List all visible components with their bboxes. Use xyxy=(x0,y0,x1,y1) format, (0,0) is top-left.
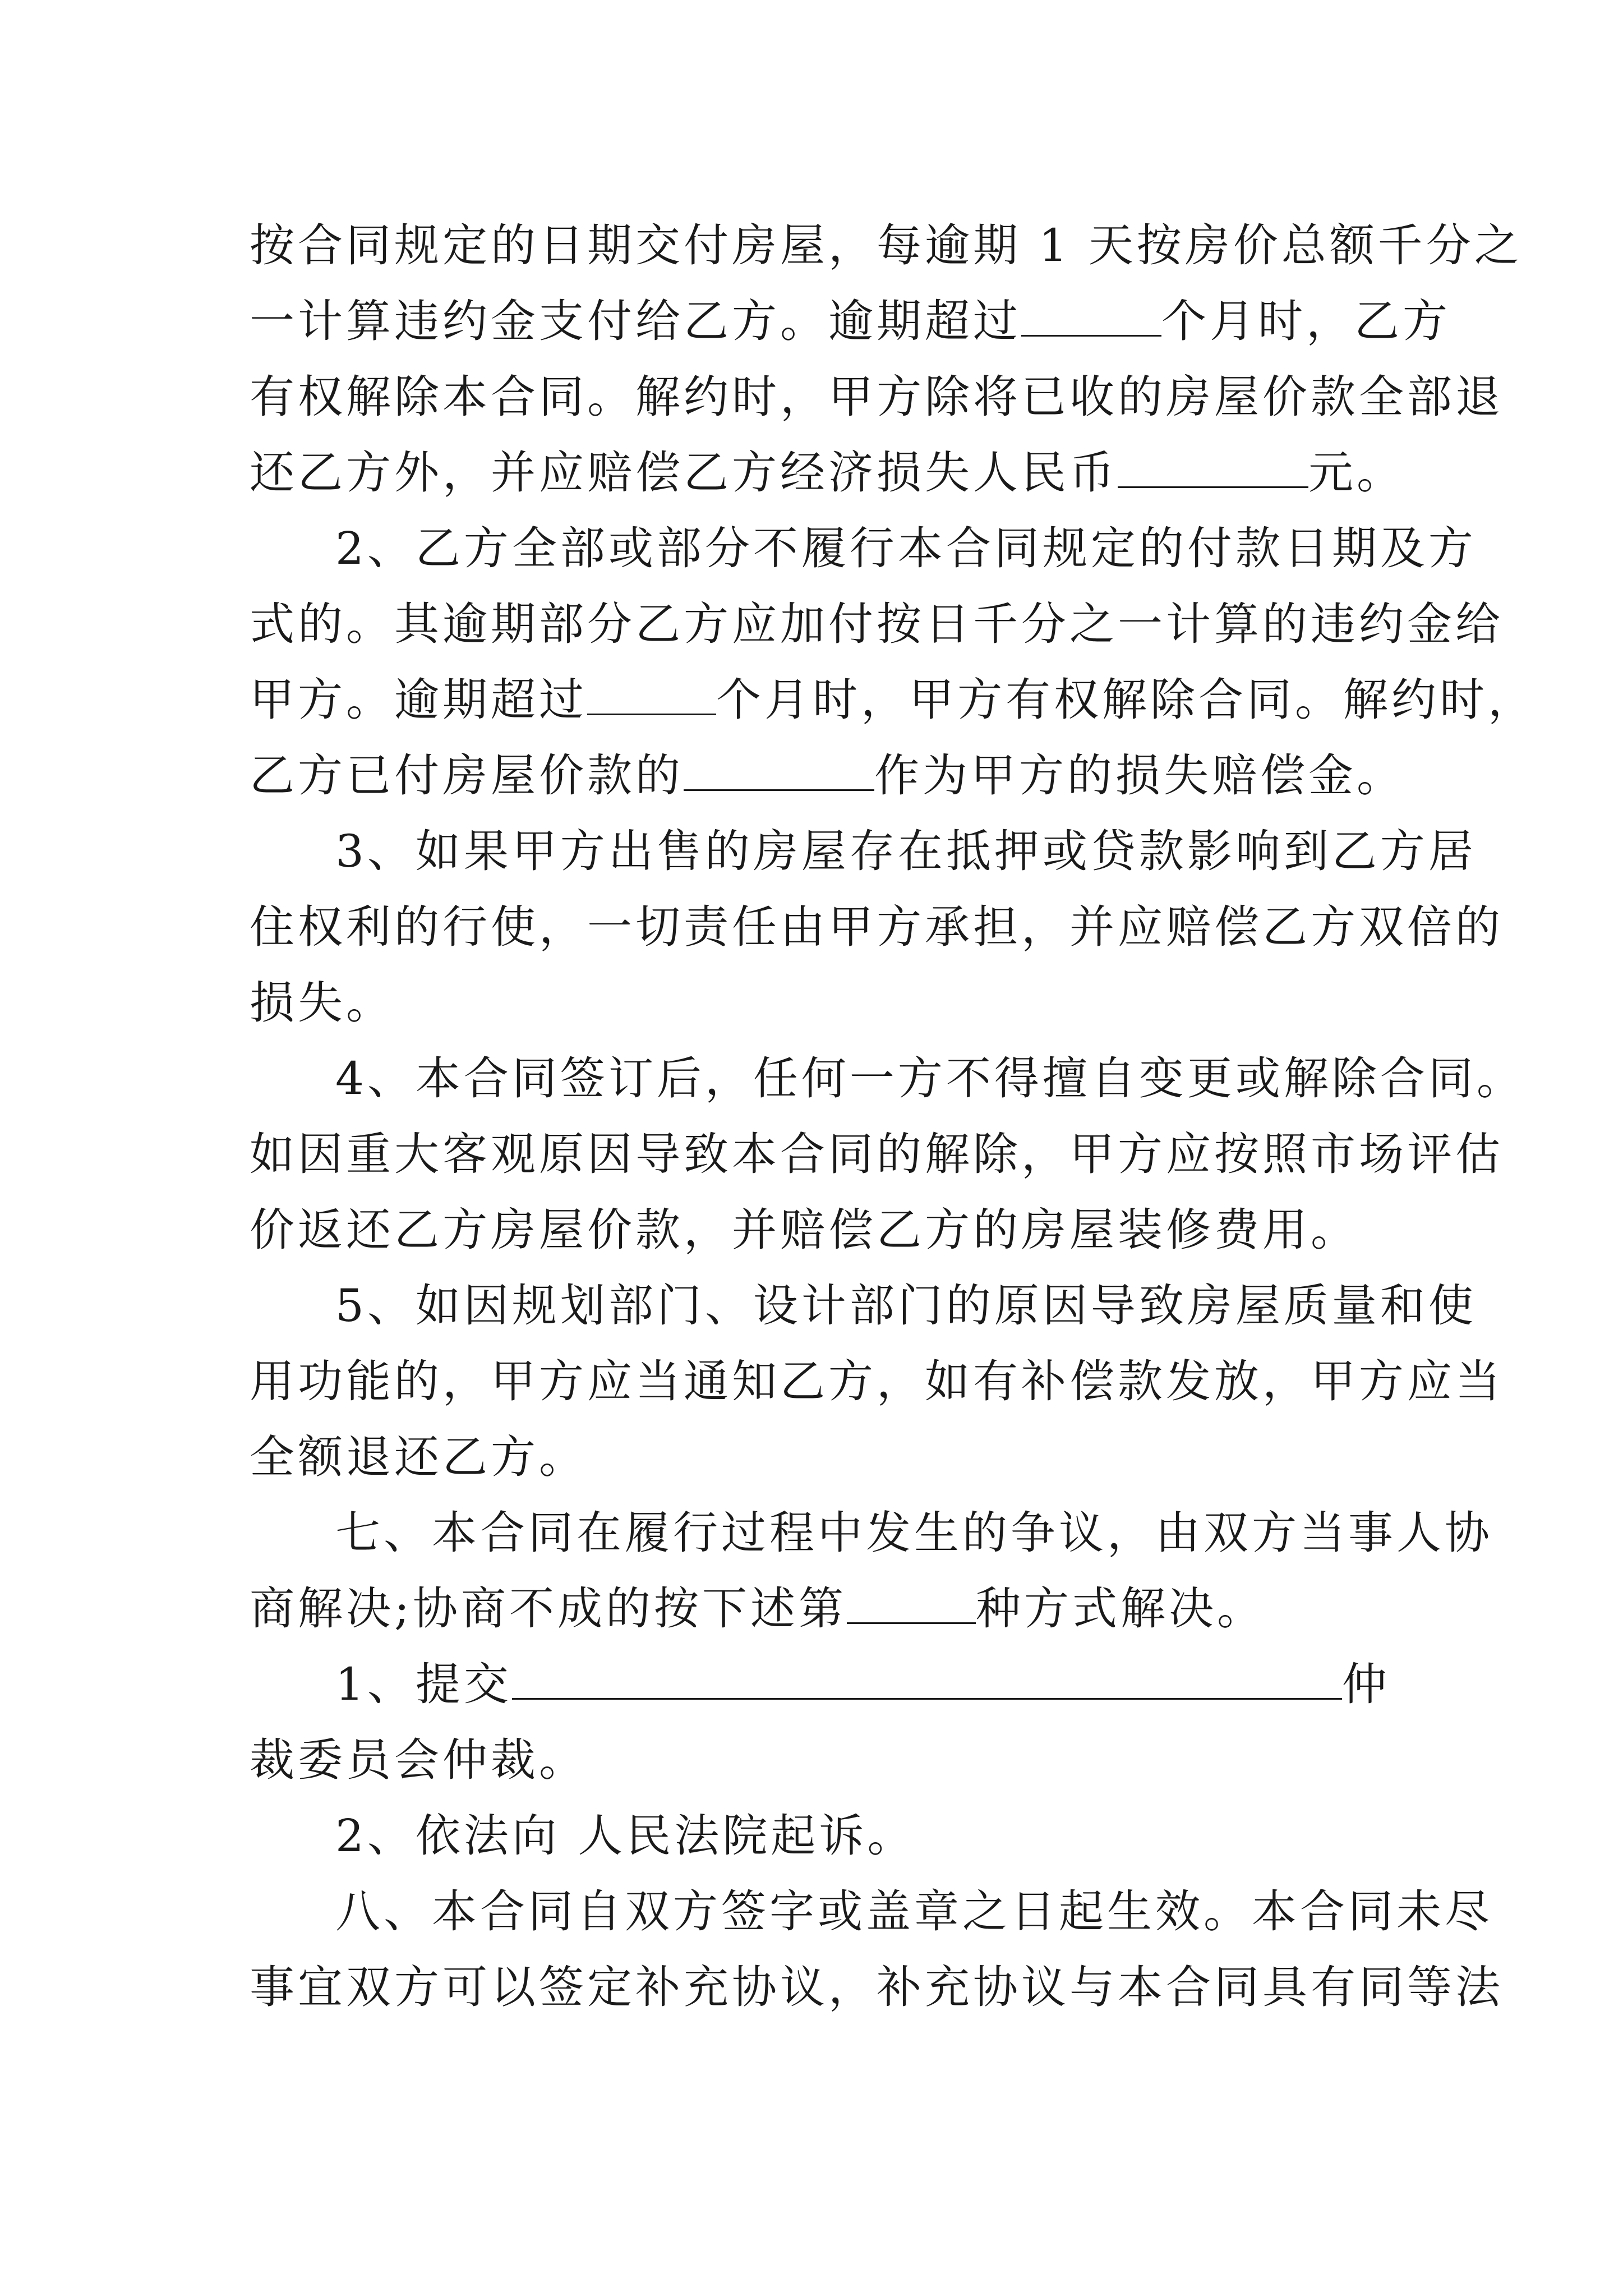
text-run: 如因重大客观原因导致本合同的解除，甲方应按照市场评估 xyxy=(250,1128,1504,1180)
text-line xyxy=(335,1885,1493,1939)
text-line xyxy=(250,1128,1504,1181)
text-run: 元。 xyxy=(1308,447,1405,499)
text-run: 2、乙方全部或部分不履行本合同规定的付款日期及方 xyxy=(335,522,1477,574)
text-run: 七、本合同在履行过程中发生的争议，由双方当事人协 xyxy=(335,1507,1493,1559)
text-run: 住权利的行使，一切责任由甲方承担，并应赔偿乙方双倍的 xyxy=(250,901,1504,953)
text-line xyxy=(250,673,1536,727)
text-line xyxy=(335,1052,1525,1106)
text-line xyxy=(250,295,1451,348)
text-line xyxy=(250,1355,1504,1409)
text-line xyxy=(250,749,1405,803)
text-line xyxy=(250,1733,587,1787)
text-run: 仲 xyxy=(1341,1658,1390,1710)
text-line xyxy=(250,446,1405,500)
text-run: 种方式解决。 xyxy=(975,1582,1265,1635)
text-line xyxy=(250,370,1504,424)
text-line xyxy=(250,900,1504,954)
text-run: 1、提交 xyxy=(335,1658,512,1710)
text-run: 个月时，甲方有权解除合同。解约时， xyxy=(716,674,1536,726)
text-line xyxy=(335,1279,1477,1333)
text-line xyxy=(335,522,1477,576)
text-run: 有权解除本合同。解约时，甲方除将已收的房屋价款全部退 xyxy=(250,371,1504,423)
text-run: 用功能的，甲方应当通知乙方，如有补偿款发放，甲方应当 xyxy=(250,1355,1504,1407)
fill-in-blank xyxy=(847,1583,976,1624)
text-line xyxy=(250,1961,1504,2014)
text-line xyxy=(250,976,394,1030)
text-run: 事宜双方可以签定补充协议，补充协议与本合同具有同等法 xyxy=(250,1961,1504,2013)
text-run: 商解决;协商不成的按下述第 xyxy=(250,1582,847,1635)
fill-in-blank xyxy=(587,674,716,715)
text-line xyxy=(250,1582,1265,1636)
fill-in-blank xyxy=(1021,296,1161,337)
fill-in-blank xyxy=(1118,447,1308,488)
text-line xyxy=(250,1430,587,1484)
text-line xyxy=(250,219,1523,273)
text-line xyxy=(335,825,1477,878)
text-run: 还乙方外，并应赔偿乙方经济损失人民币 xyxy=(250,447,1118,499)
text-run: 按合同规定的日期交付房屋，每逾期 1 天按房价总额千分之 xyxy=(250,219,1523,272)
text-run: 乙方已付房屋价款的 xyxy=(250,749,684,802)
text-run: 价返还乙方房屋价款，并赔偿乙方的房屋装修费用。 xyxy=(250,1204,1359,1256)
fill-in-blank xyxy=(684,750,874,791)
text-run: 3、如果甲方出售的房屋存在抵押或贷款影响到乙方居 xyxy=(335,825,1477,877)
text-run: 损失。 xyxy=(250,977,394,1029)
text-run: 八、本合同自双方签字或盖章之日起生效。本合同未尽 xyxy=(335,1885,1493,1938)
text-line xyxy=(335,1809,915,1863)
text-line xyxy=(335,1506,1493,1560)
text-line xyxy=(250,1203,1359,1257)
text-run: 2、依法向 人民法院起诉。 xyxy=(335,1810,916,1862)
text-run: 甲方。逾期超过 xyxy=(250,674,587,726)
text-run: 一计算违约金支付给乙方。逾期超过 xyxy=(250,295,1021,347)
fill-in-blank xyxy=(512,1659,1342,1700)
text-run: 个月时，乙方 xyxy=(1161,295,1451,347)
text-run: 全额退还乙方。 xyxy=(250,1431,587,1483)
text-line xyxy=(335,1658,1390,1711)
text-run: 裁委员会仲裁。 xyxy=(250,1734,587,1786)
text-run: 式的。其逾期部分乙方应加付按日千分之一计算的违约金给 xyxy=(250,598,1504,650)
text-run: 4、本合同签订后，任何一方不得擅自变更或解除合同。 xyxy=(335,1052,1525,1105)
text-run: 5、如因规划部门、设计部门的原因导致房屋质量和使 xyxy=(335,1280,1477,1332)
text-run: 作为甲方的损失赔偿金。 xyxy=(874,749,1405,802)
text-line xyxy=(250,597,1504,651)
